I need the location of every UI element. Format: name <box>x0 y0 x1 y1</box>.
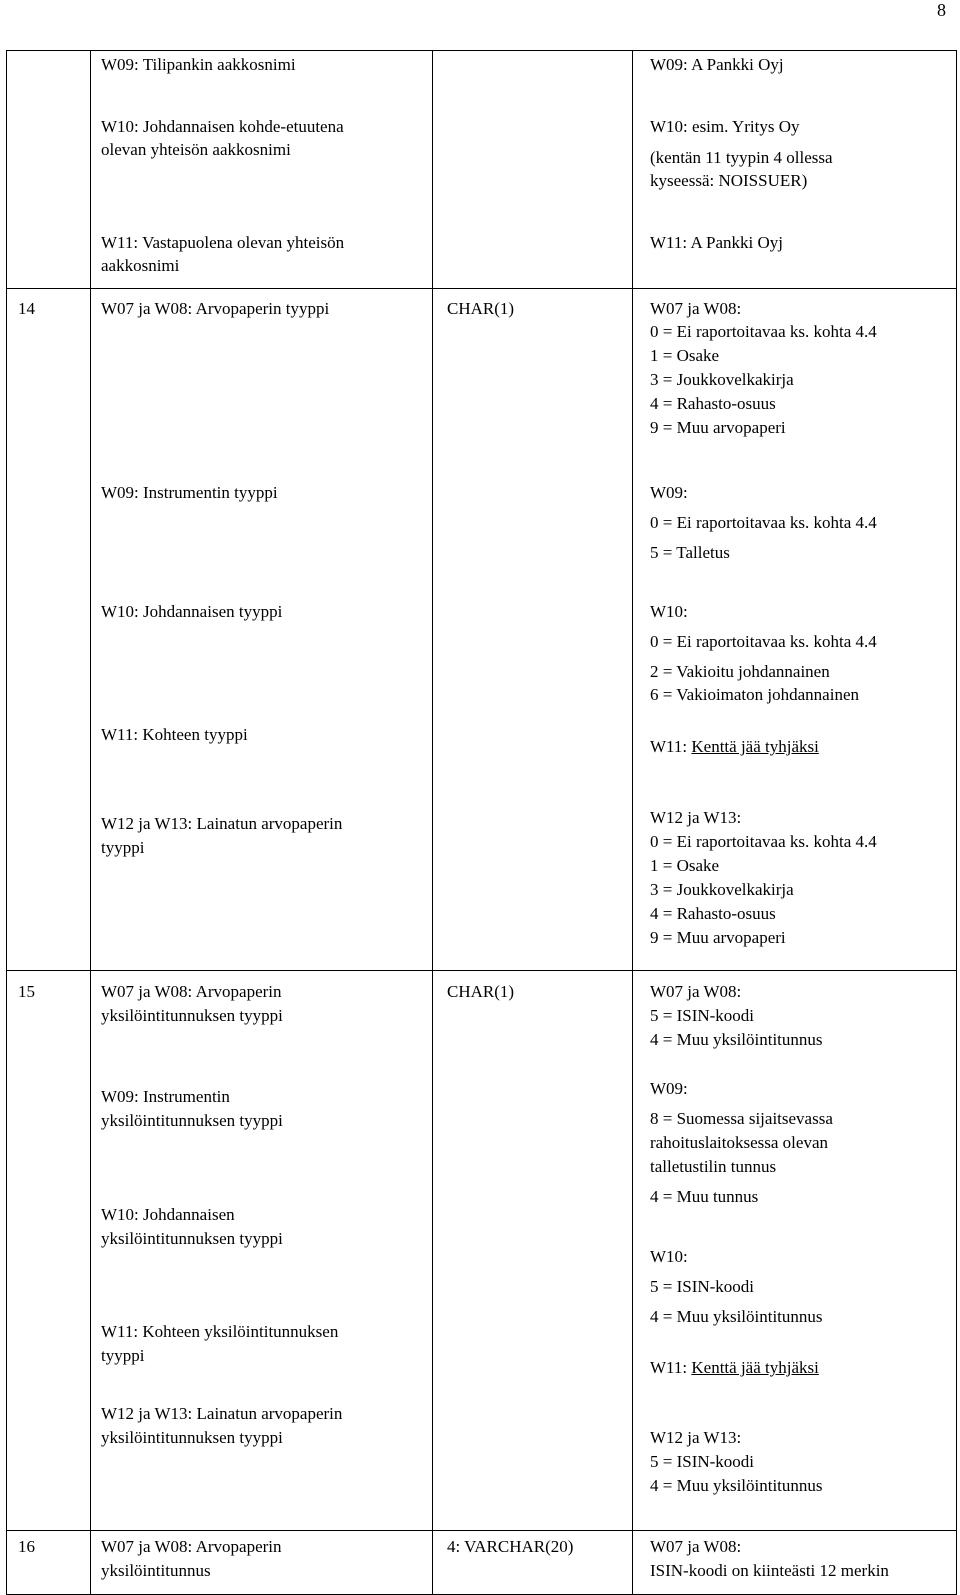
row-15-desc-w09-2: rahoituslaitoksessa olevan <box>650 1133 828 1152</box>
row-16-number: 16 <box>18 1537 35 1556</box>
row-14-desc-w10-2: 2 = Vakioitu johdannainen <box>650 662 830 681</box>
row-14-desc-w12-2: 1 = Osake <box>650 856 720 875</box>
row-15-desc-w09-1: 8 = Suomessa sijaitsevassa <box>650 1109 833 1128</box>
row-15-desc-w12-1: 5 = ISIN-koodi <box>650 1452 755 1471</box>
row-14-desc-w12-0: W12 ja W13: <box>650 808 742 827</box>
row-15-desc-w11-note: Kenttä jää tyhjäksi <box>691 1358 819 1377</box>
row-16-type: 4: VARCHAR(20) <box>447 1537 574 1556</box>
row-14-desc-w11-note: Kenttä jää tyhjäksi <box>691 737 819 756</box>
row-15-desc-w11 <box>650 1356 819 1380</box>
row-14-type: CHAR(1) <box>447 299 515 318</box>
row-14-desc-w09-0: W09: <box>650 483 688 502</box>
row-15-field-w10-line2: yksilöintitunnuksen tyyppi <box>101 1229 283 1248</box>
field-w10-name-line2: olevan yhteisön aakkosnimi <box>101 140 291 159</box>
row-15-desc-w10-2: 4 = Muu yksilöintitunnus <box>650 1307 823 1326</box>
row-14-desc-w07-3: 3 = Joukkovelkakirja <box>650 370 794 389</box>
row-14-desc-w10-1: 0 = Ei raportoitavaa ks. kohta 4.4 <box>650 632 877 651</box>
row-15-desc-w10-1: 5 = ISIN-koodi <box>650 1277 755 1296</box>
col-divider-type <box>632 50 633 1595</box>
field-w10-name-line1: W10: Johdannaisen kohde-etuutena <box>101 117 344 136</box>
row-14-desc-w07-2: 1 = Osake <box>650 346 720 365</box>
row-15-number: 15 <box>18 982 35 1001</box>
desc-w11-name: W11: A Pankki Oyj <box>650 233 784 252</box>
row-15-desc-w07-1: 5 = ISIN-koodi <box>650 1006 755 1025</box>
row-14-field-w10: W10: Johdannaisen tyyppi <box>101 602 283 621</box>
row-14-desc-w09-2: 5 = Talletus <box>650 543 730 562</box>
row-15-field-w12-line1: W12 ja W13: Lainatun arvopaperin <box>101 1404 343 1423</box>
field-w09-name: W09: Tilipankin aakkosnimi <box>101 55 296 74</box>
row-14-field-w09: W09: Instrumentin tyyppi <box>101 483 278 502</box>
field-w11-name-line2: aakkosnimi <box>101 256 180 275</box>
row-15-desc-w09-4: 4 = Muu tunnus <box>650 1187 759 1206</box>
row-14-desc-w12-1: 0 = Ei raportoitavaa ks. kohta 4.4 <box>650 832 877 851</box>
row-15-type: CHAR(1) <box>447 982 515 1001</box>
row-14-field-w07: W07 ja W08: Arvopaperin tyyppi <box>101 299 330 318</box>
row-14-desc-w12-5: 9 = Muu arvopaperi <box>650 928 786 947</box>
row-16-desc-w07-1: ISIN-koodi on kiinteästi 12 merkin <box>650 1561 889 1580</box>
row-15-desc-w09-0: W09: <box>650 1079 688 1098</box>
row-15-desc-w10-0: W10: <box>650 1247 688 1266</box>
desc-w10-name-line3: kyseessä: NOISSUER) <box>650 171 808 190</box>
row-14-desc-w07-5: 9 = Muu arvopaperi <box>650 418 786 437</box>
row-14-field-w11: W11: Kohteen tyyppi <box>101 725 248 744</box>
row-divider-15 <box>6 970 957 971</box>
row-14-desc-w07-1: 0 = Ei raportoitavaa ks. kohta 4.4 <box>650 322 877 341</box>
row-15-desc-w11-prefix: W11: <box>650 1358 692 1377</box>
row-14-desc-w09-1: 0 = Ei raportoitavaa ks. kohta 4.4 <box>650 513 877 532</box>
row-15-field-w11-line2: tyyppi <box>101 1346 145 1365</box>
row-15-field-w12-line2: yksilöintitunnuksen tyyppi <box>101 1428 283 1447</box>
row-15-desc-w12-0: W12 ja W13: <box>650 1428 742 1447</box>
row-15-field-w09-line2: yksilöintitunnuksen tyyppi <box>101 1111 283 1130</box>
row-divider-16 <box>6 1530 957 1531</box>
field-w11-name-line1: W11: Vastapuolena olevan yhteisön <box>101 233 345 252</box>
col-divider-number <box>90 50 91 1595</box>
row-divider-14 <box>6 288 957 289</box>
row-15-desc-w09-3: talletustilin tunnus <box>650 1157 777 1176</box>
row-14-field-w12-line2: tyyppi <box>101 838 145 857</box>
row-14-field-w12-line1: W12 ja W13: Lainatun arvopaperin <box>101 814 343 833</box>
row-15-field-w10-line1: W10: Johdannaisen <box>101 1205 235 1224</box>
row-16-field-w07-line1: W07 ja W08: Arvopaperin <box>101 1537 282 1556</box>
row-16-field-w07-line2: yksilöintitunnus <box>101 1561 211 1580</box>
row-14-desc-w07-0: W07 ja W08: <box>650 299 742 318</box>
desc-w10-name-line2: (kentän 11 tyypin 4 ollessa <box>650 148 833 167</box>
row-15-field-w07-line1: W07 ja W08: Arvopaperin <box>101 982 282 1001</box>
row-14-desc-w10-3: 6 = Vakioimaton johdannainen <box>650 685 859 704</box>
desc-w09-name: W09: A Pankki Oyj <box>650 55 784 74</box>
row-15-field-w09-line1: W09: Instrumentin <box>101 1087 230 1106</box>
row-14-desc-w10-0: W10: <box>650 602 688 621</box>
page-number: 8 <box>937 0 946 20</box>
row-15-desc-w07-2: 4 = Muu yksilöintitunnus <box>650 1030 823 1049</box>
row-16-desc-w07-0: W07 ja W08: <box>650 1537 742 1556</box>
col-divider-field <box>432 50 433 1595</box>
row-14-desc-w11 <box>650 735 819 759</box>
row-14-desc-w12-4: 4 = Rahasto-osuus <box>650 904 776 923</box>
row-14-desc-w12-3: 3 = Joukkovelkakirja <box>650 880 794 899</box>
row-15-desc-w12-2: 4 = Muu yksilöintitunnus <box>650 1476 823 1495</box>
row-15-desc-w07-0: W07 ja W08: <box>650 982 742 1001</box>
row-14-number: 14 <box>18 299 35 318</box>
row-14-desc-w07-4: 4 = Rahasto-osuus <box>650 394 776 413</box>
row-14-desc-w11-prefix: W11: <box>650 737 692 756</box>
desc-w10-name-line1: W10: esim. Yritys Oy <box>650 117 800 136</box>
row-15-field-w11-line1: W11: Kohteen yksilöintitunnuksen <box>101 1322 339 1341</box>
row-15-field-w07-line2: yksilöintitunnuksen tyyppi <box>101 1006 283 1025</box>
